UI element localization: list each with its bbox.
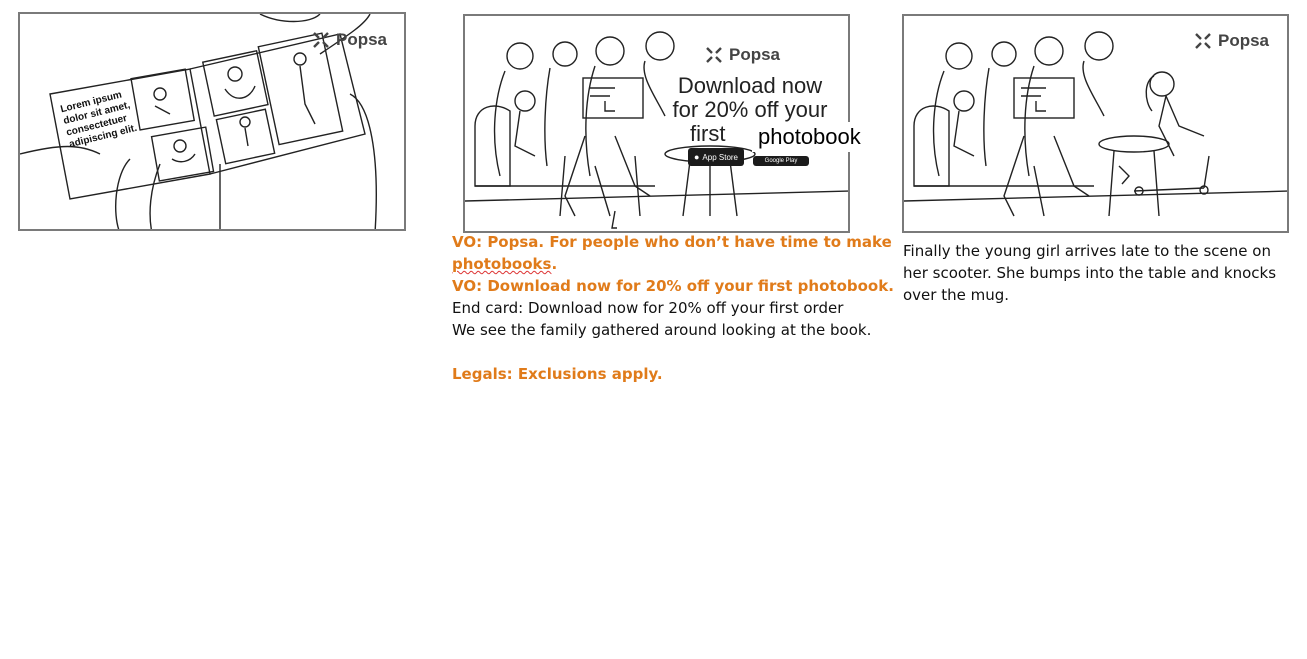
vo-line-2: VO: Download now for 20% off your first photobook. [452,277,894,295]
photobook-overlay-label: photobook [752,122,867,152]
app-store-badge: ● App Store [688,148,744,166]
popsa-logo-text: Popsa [729,45,781,64]
panel-2-notes [452,231,897,385]
apple-icon: ● [693,152,700,162]
storyboard-panel-1 [18,12,406,231]
headline-line-3: first [690,121,726,146]
book-placeholder-text: Lorem ipsum dolor sit amet, consectetuer adipiscing elit. [59,89,139,151]
legals-note: Legals: Exclusions apply. [452,365,663,383]
popsa-logo [1194,31,1269,51]
end-card-note: End card: Download now for 20% off your first order [452,299,844,317]
panel-3-notes: Finally the young girl arrives late to the scene on her scooter. She bumps into the table and knocks over the mug. [903,242,1277,304]
popsa-logo-text: Popsa [1218,31,1270,50]
popsa-logo-icon [312,31,330,49]
popsa-logo-icon [705,46,723,64]
popsa-logo-icon [1194,32,1212,50]
headline-line-2: for 20% off your [672,97,828,122]
vo-line-1: VO: Popsa. For people who don’t have time to make photobooks. [452,233,892,273]
headline-line-1: Download now [677,73,823,98]
misspelled-word: photobooks [452,255,552,273]
google-play-badge: Google Play [753,156,809,166]
storyboard-panel-3 [902,14,1289,233]
popsa-logo-text: Popsa [336,30,388,49]
scene-note: We see the family gathered around looking at the book. [452,321,872,339]
popsa-logo [312,30,387,50]
popsa-logo [705,45,780,65]
